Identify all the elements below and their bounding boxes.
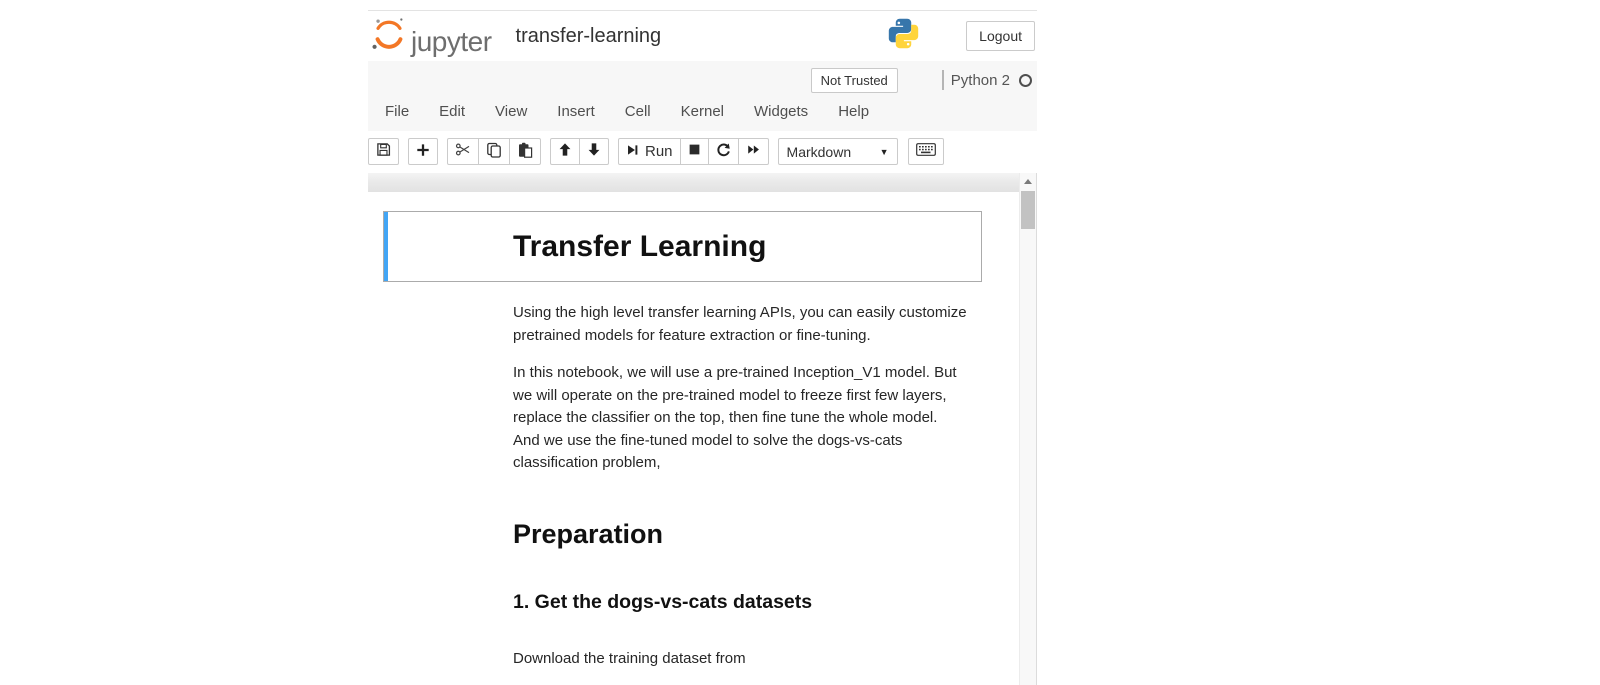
- notebook-header: [368, 11, 1037, 61]
- logout-button[interactable]: Logout: [966, 21, 1035, 51]
- python-logo-icon: [887, 17, 920, 55]
- menu-row: [370, 99, 884, 124]
- markdown-cell-intro[interactable]: [383, 301, 982, 476]
- header-right: [887, 17, 1035, 55]
- jupyter-notebook-window: [368, 10, 1037, 685]
- run-button-label: Run: [645, 143, 673, 160]
- jupyter-logo-icon: [370, 14, 408, 59]
- intro-paragraph-1: Using the high level transfer learning APIs, you can easily customize pretrained models for feature extraction or fine-tuning.: [513, 304, 967, 344]
- notebook-h2: Preparation: [513, 518, 664, 549]
- cell-type-selected-value: Markdown: [786, 143, 852, 160]
- markdown-cell-download[interactable]: [383, 647, 982, 672]
- plus-icon: [416, 143, 430, 161]
- menu-widgets[interactable]: Widgets: [754, 103, 809, 120]
- menubar: [368, 61, 1037, 131]
- markdown-cell-title[interactable]: [383, 211, 982, 282]
- paste-cells-button[interactable]: [509, 138, 541, 165]
- jupyter-logo-text: jupyter: [411, 25, 492, 57]
- arrow-up-icon: [558, 142, 572, 161]
- move-group: [550, 138, 609, 165]
- markdown-cell-datasets-heading[interactable]: [383, 590, 982, 615]
- restart-run-all-button[interactable]: [738, 138, 769, 165]
- interrupt-kernel-button[interactable]: [680, 138, 709, 165]
- jupyter-logo[interactable]: [370, 14, 492, 59]
- menu-edit[interactable]: Edit: [439, 103, 466, 120]
- menu-kernel[interactable]: Kernel: [680, 103, 724, 120]
- step-forward-icon: [626, 143, 639, 161]
- run-group: [618, 138, 769, 165]
- chevron-down-icon: ▼: [879, 146, 889, 157]
- toolbar: [368, 131, 1037, 173]
- insert-cell-below-button[interactable]: [408, 138, 438, 165]
- kernel-idle-indicator-icon: [1019, 74, 1032, 87]
- menu-cell[interactable]: Cell: [624, 103, 651, 120]
- keyboard-icon: [916, 143, 936, 160]
- kernel-separator: [942, 70, 944, 90]
- notebook-h3: 1. Get the dogs-vs-cats datasets: [513, 590, 813, 613]
- copy-cells-button[interactable]: [478, 138, 510, 165]
- cut-cells-button[interactable]: [447, 138, 479, 165]
- move-cell-up-button[interactable]: [550, 138, 580, 165]
- repeat-icon: [716, 142, 731, 161]
- paste-icon: [517, 142, 533, 162]
- cell-type-dropdown[interactable]: [778, 138, 898, 165]
- floppy-disk-icon: [376, 142, 391, 161]
- menu-insert[interactable]: Insert: [557, 103, 595, 120]
- copy-icon: [486, 142, 502, 162]
- kernel-name-label: Python 2: [950, 71, 1010, 89]
- menu-view[interactable]: View: [495, 103, 528, 120]
- save-group: [368, 138, 399, 165]
- scroll-up-arrow-icon: [1024, 179, 1032, 184]
- kernel-status-row: [811, 67, 1032, 93]
- download-paragraph: Download the training dataset from: [513, 649, 746, 667]
- restart-kernel-button[interactable]: [708, 138, 739, 165]
- selected-cell-indicator: [384, 212, 388, 281]
- run-cell-button[interactable]: [618, 138, 681, 165]
- keyboard-group: [908, 138, 944, 165]
- notebook-h1: Transfer Learning: [513, 230, 767, 263]
- markdown-cell-preparation[interactable]: [383, 518, 982, 551]
- scrollbar-thumb[interactable]: [1021, 191, 1035, 229]
- menu-file[interactable]: File: [385, 103, 410, 120]
- notebook-title[interactable]: transfer-learning: [515, 24, 662, 47]
- arrow-down-icon: [587, 142, 601, 161]
- fast-forward-icon: [746, 143, 761, 160]
- vertical-scrollbar[interactable]: [1019, 173, 1037, 685]
- menu-help[interactable]: Help: [838, 103, 870, 120]
- stop-icon: [688, 143, 701, 160]
- scissors-icon: [455, 142, 471, 161]
- notebook-container: [368, 192, 1019, 685]
- move-cell-down-button[interactable]: [579, 138, 609, 165]
- notebook-top-shadow: [368, 173, 1019, 192]
- insert-group: [408, 138, 438, 165]
- trust-status-badge[interactable]: Not Trusted: [811, 68, 898, 93]
- intro-paragraph-2: In this notebook, we will use a pre-trained Inception_V1 model. But we will operate on the pre-trained model to freeze first few layers, replace the classifier on the top, then fine tune the whole model. And we use the fine-tuned model to solve the dogs-vs-cats classification problem,: [513, 364, 957, 471]
- save-button[interactable]: [368, 138, 399, 165]
- edit-group: [447, 138, 541, 165]
- scrollbar-up-button[interactable]: [1020, 173, 1036, 190]
- keyboard-shortcuts-button[interactable]: [908, 138, 944, 165]
